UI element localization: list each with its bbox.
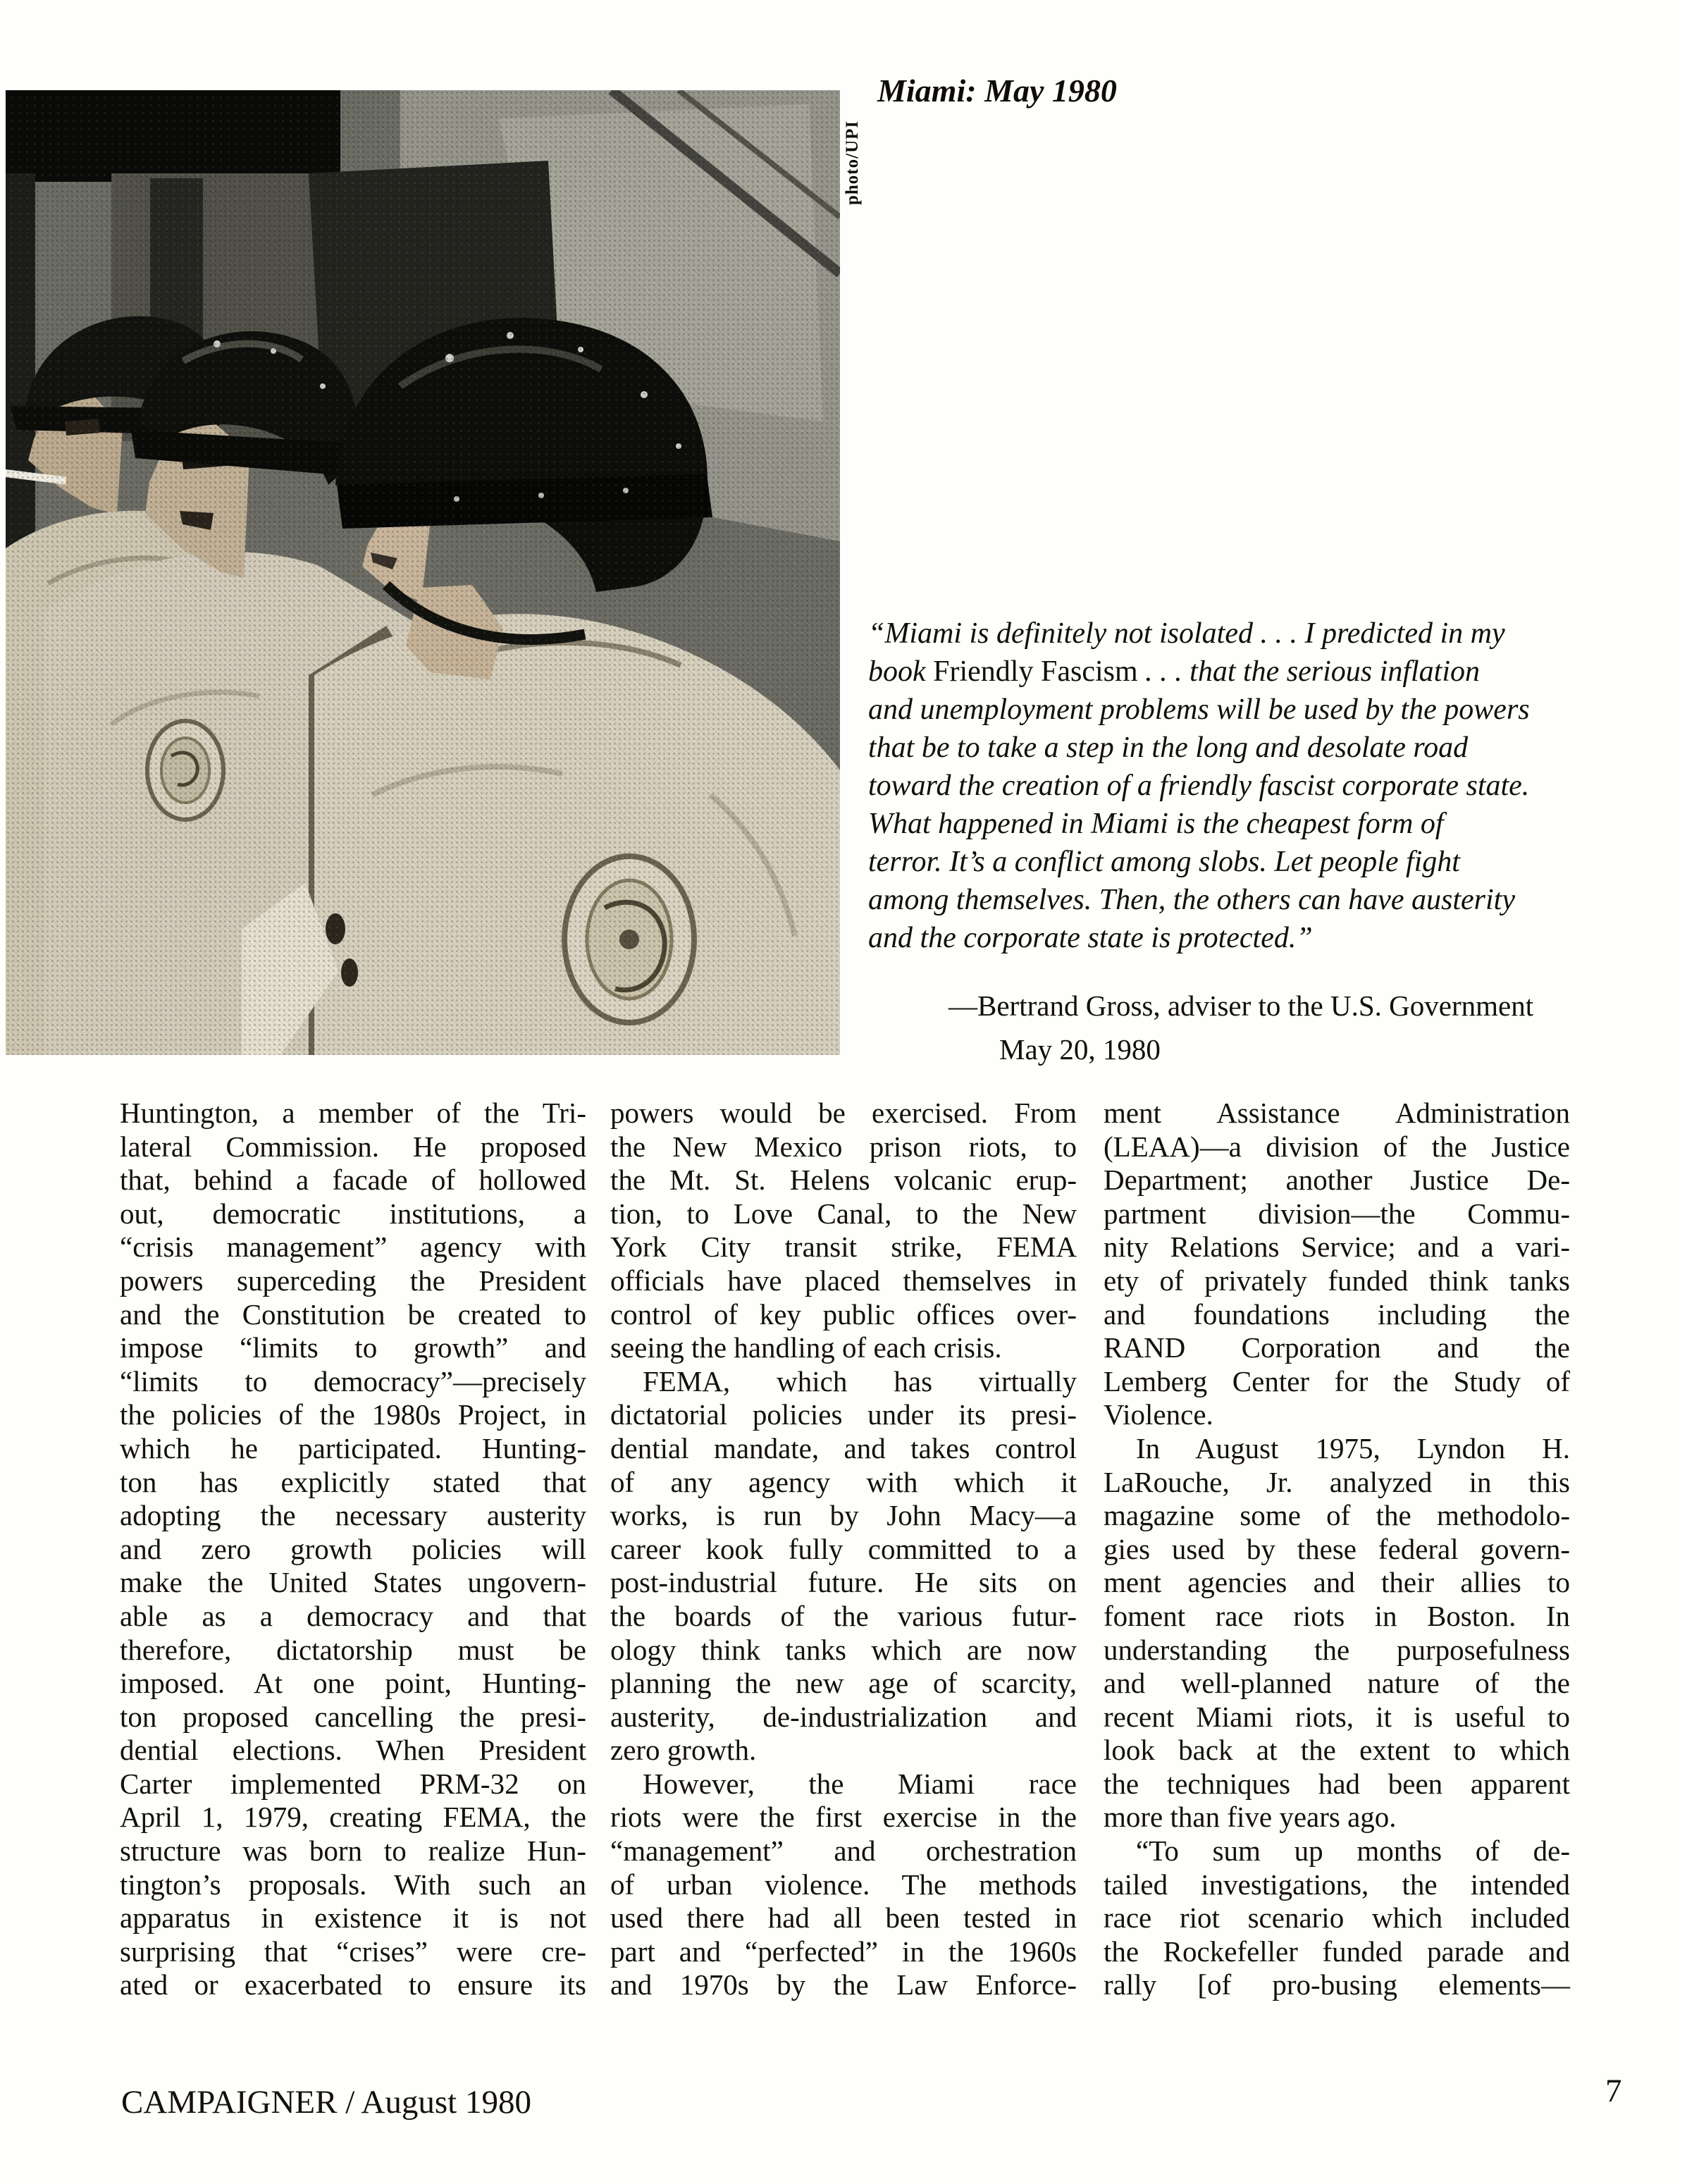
text-line: Lemberg Center for the Study of [1104, 1364, 1570, 1398]
text-line: nity Relations Service; and a vari- [1104, 1230, 1570, 1264]
text-line: and well-planned nature of the [1104, 1667, 1570, 1700]
text-line: LaRouche, Jr. analyzed in this [1104, 1465, 1570, 1498]
text-line: austerity, de-industrialization and [610, 1700, 1077, 1733]
text-line: officials have placed themselves in [610, 1264, 1077, 1297]
text-line: of any agency with which it [610, 1465, 1077, 1498]
book-title: Friendly Fascism [933, 655, 1138, 688]
text-line: book Friendly Fascism . . . that the serious inflation [868, 655, 1480, 688]
text-line: ton has explicitly stated that [120, 1465, 586, 1498]
text-line: “limits to democracy”—precisely [120, 1364, 586, 1398]
text-line: York City transit strike, FEMA [610, 1230, 1077, 1264]
text-line: “Miami is definitely not isolated . . . I predicted in my [868, 617, 1505, 650]
text-line: make the United States ungovern- [120, 1566, 586, 1599]
text-line: ment Assistance Administration [1104, 1097, 1570, 1129]
article-column-3 [1104, 1097, 1570, 2002]
text-line: dential mandate, and takes control [610, 1431, 1077, 1464]
text-line: lateral Commission. He proposed [120, 1130, 586, 1163]
text-line: and zero growth policies will [120, 1532, 586, 1565]
text-line: and foundations including the [1104, 1297, 1570, 1331]
quote-attribution [948, 984, 1533, 1071]
text-line: gies used by these federal govern- [1104, 1532, 1570, 1565]
text-line: that be to take a step in the long and desolate road [868, 732, 1469, 764]
quote-attribution-date: May 20, 1980 [999, 1033, 1161, 1066]
text-line: “To sum up months of de- [1136, 1834, 1570, 1868]
text-line: the Mt. St. Helens volcanic erup- [610, 1164, 1077, 1197]
text-line: used there had all been tested in [610, 1901, 1077, 1935]
text-line: ated or exacerbated to ensure its [120, 1968, 586, 2001]
text-line: that, behind a facade of hollowed [120, 1164, 586, 1197]
text-line: Violence. [1104, 1398, 1213, 1431]
text-line: zero growth. [610, 1734, 757, 1767]
text-line: (LEAA)—a division of the Justice [1104, 1130, 1570, 1163]
text-line: therefore, dictatorship must be [120, 1633, 586, 1666]
text-line: foment race riots in Boston. In [1104, 1599, 1570, 1632]
text-line: tailed investigations, the intended [1104, 1868, 1570, 1901]
text-line: and 1970s by the Law Enforce- [610, 1968, 1077, 2001]
text-line: ety of privately funded think tanks [1104, 1264, 1570, 1297]
text-line: FEMA, which has virtually [643, 1364, 1077, 1398]
footer-journal: CAMPAIGNER / August 1980 [121, 2084, 531, 2121]
text-line: more than five years ago. [1104, 1801, 1397, 1834]
text-line: seeing the handling of each crisis. [610, 1331, 1002, 1364]
text-line: and unemployment problems will be used by the powers [868, 693, 1530, 726]
text-line: the techniques had been apparent [1104, 1767, 1570, 1800]
text-line: look back at the extent to which [1104, 1734, 1570, 1767]
text-line: and the Constitution be created to [120, 1297, 586, 1331]
text-line: of urban violence. The methods [610, 1868, 1077, 1901]
police-photo-illustration [6, 90, 840, 1055]
text-line: impose “limits to growth” and [120, 1331, 586, 1364]
pull-quote [868, 615, 1671, 957]
text-line: surprising that “crises” were cre- [120, 1935, 586, 1968]
text-line: apparatus in existence it is not [120, 1901, 586, 1935]
photo-caption-title: Miami: May 1980 [877, 73, 1117, 109]
text-line: In August 1975, Lyndon H. [1136, 1431, 1570, 1464]
text-line: Huntington, a member of the Tri- [120, 1097, 586, 1129]
text-line: recent Miami riots, it is useful to [1104, 1700, 1570, 1733]
text-line: ton proposed cancelling the presi- [120, 1700, 586, 1733]
text-line: ology think tanks which are now [610, 1633, 1077, 1666]
text-line: tington’s proposals. With such an [120, 1868, 586, 1901]
text-line: “crisis management” agency with [120, 1230, 586, 1264]
text-line: powers superceding the President [120, 1264, 586, 1297]
text-line: race riot scenario which included [1104, 1901, 1570, 1935]
text-line: out, democratic institutions, a [120, 1197, 586, 1230]
text-line: dential elections. When President [120, 1734, 586, 1767]
text-line: However, the Miami race [643, 1767, 1077, 1800]
text-line: terror. It’s a conflict among slobs. Let people fight [868, 846, 1460, 878]
text-line: among themselves. Then, the others can have austerity [868, 884, 1515, 916]
text-line: able as a democracy and that [120, 1599, 586, 1632]
text-line: riots were the first exercise in the [610, 1801, 1077, 1834]
text-line: the New Mexico prison riots, to [610, 1130, 1077, 1163]
text-line: the boards of the various futur- [610, 1599, 1077, 1632]
photo-credit: photo/UPI [843, 120, 862, 205]
text-line: partment division—the Commu- [1104, 1197, 1570, 1230]
text-line: Department; another Justice De- [1104, 1164, 1570, 1197]
article-column-2 [610, 1097, 1077, 2002]
text-line: RAND Corporation and the [1104, 1331, 1570, 1364]
text-line: control of key public offices over- [610, 1297, 1077, 1331]
text-line: magazine some of the methodolo- [1104, 1499, 1570, 1532]
text-line: understanding the purposefulness [1104, 1633, 1570, 1666]
text-line: Carter implemented PRM-32 on [120, 1767, 586, 1800]
text-line: and the corporate state is protected.” [868, 922, 1313, 954]
text-line: April 1, 1979, creating FEMA, the [120, 1801, 586, 1834]
text-line: “management” and orchestration [610, 1834, 1077, 1868]
text-line: which he participated. Hunting- [120, 1431, 586, 1464]
text-line: post-industrial future. He sits on [610, 1566, 1077, 1599]
page-number: 7 [1605, 2073, 1622, 2109]
text-line: the policies of the 1980s Project, in [120, 1398, 586, 1431]
text-line: adopting the necessary austerity [120, 1499, 586, 1532]
article-column-1 [120, 1097, 586, 2002]
police-photo [6, 90, 840, 1055]
text-line: tion, to Love Canal, to the New [610, 1197, 1077, 1230]
text-line: works, is run by John Macy—a [610, 1499, 1077, 1532]
text-line: powers would be exercised. From [610, 1097, 1077, 1129]
text-line: structure was born to realize Hun- [120, 1834, 586, 1868]
text-line: imposed. At one point, Hunting- [120, 1667, 586, 1700]
quote-attribution-name: —Bertrand Gross, adviser to the U.S. Government [948, 989, 1534, 1022]
text-line: career kook fully committed to a [610, 1532, 1077, 1565]
text-line: toward the creation of a friendly fascist corporate state. [868, 770, 1530, 802]
text-line: part and “perfected” in the 1960s [610, 1935, 1077, 1968]
text-line: What happened in Miami is the cheapest form of [868, 808, 1444, 840]
text-line: dictatorial policies under its presi- [610, 1398, 1077, 1431]
text-line: the Rockefeller funded parade and [1104, 1935, 1570, 1968]
text-line: planning the new age of scarcity, [610, 1667, 1077, 1700]
text-line: rally [of pro-busing elements— [1104, 1968, 1570, 2001]
text-line: ment agencies and their allies to [1104, 1566, 1570, 1599]
